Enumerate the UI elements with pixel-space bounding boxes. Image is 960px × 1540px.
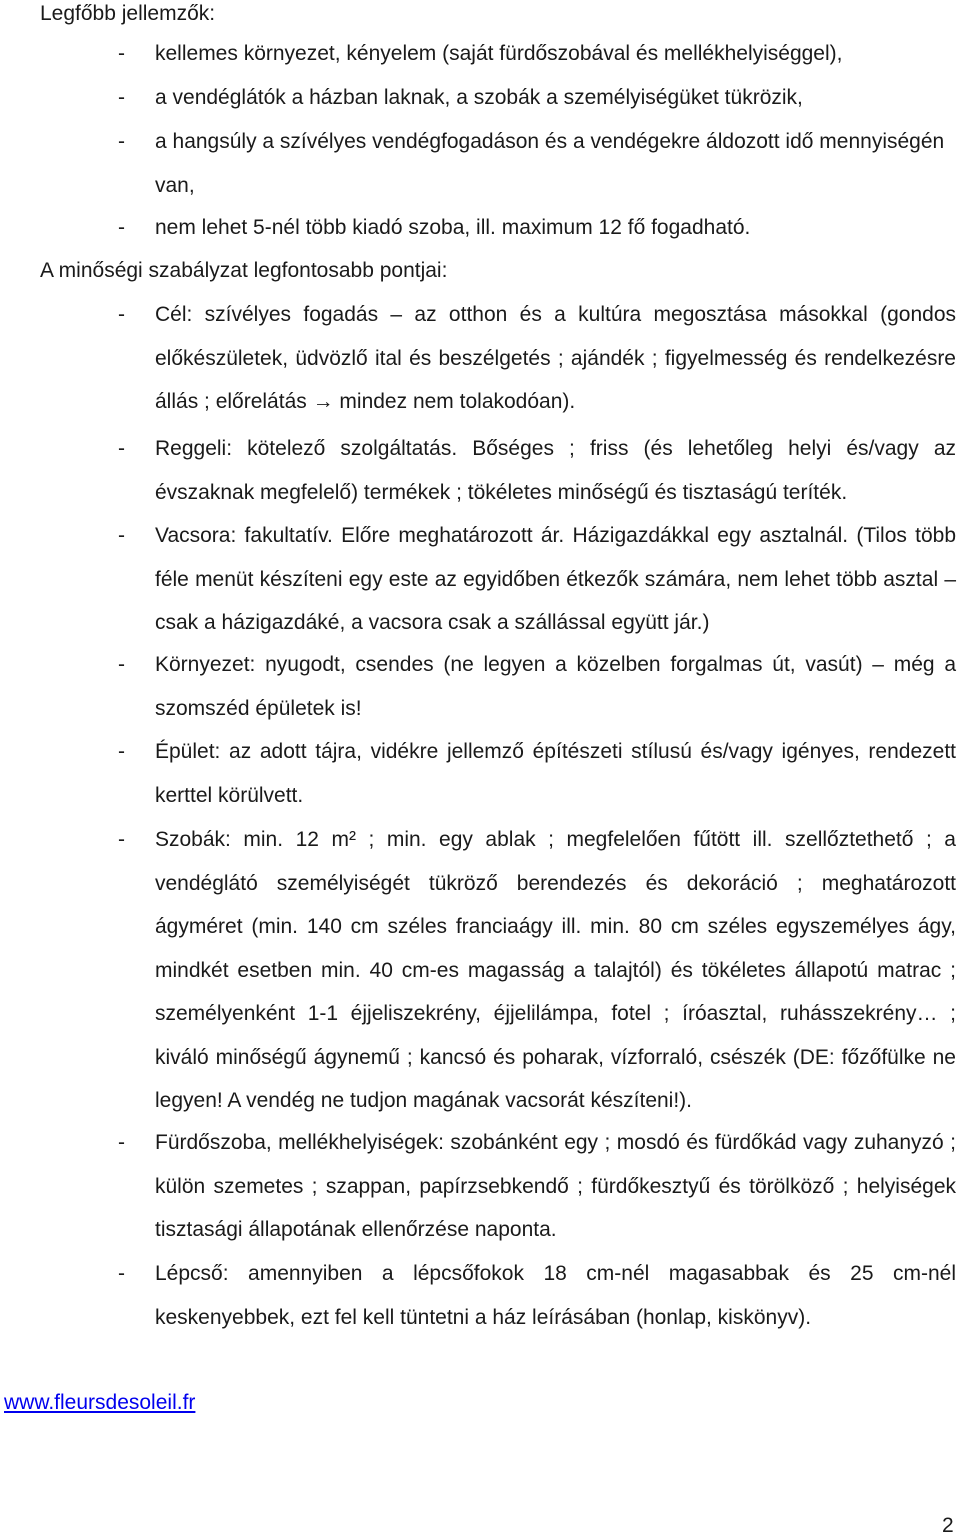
list-dash: - [118,653,125,676]
website-link[interactable]: www.fleursdesoleil.fr [4,1391,196,1414]
list-dash: - [118,303,125,326]
list-dash: - [118,740,125,763]
rule-item: Reggeli: kötelező szolgáltatás. Bőséges ; friss (és lehetőleg helyi és/vagy az évszaknak megfelelő) termékek ; tökéletes minőségű és tisztaságú teríték. [155,437,956,504]
rule-item: Lépcső: amennyiben a lépcsőfokok 18 cm-nél magasabbak és 25 cm-nél keskenyebbek, ezt fel kell tüntetni a ház leírásában (honlap, kiskönyv). [155,1262,956,1329]
features-heading: Legfőbb jellemzők: [40,2,216,25]
list-dash: - [118,216,125,239]
list-dash: - [118,42,125,65]
list-dash: - [118,437,125,460]
rule-item: Épület: az adott tájra, vidékre jellemző építészeti stílusú és/vagy igényes, rendezett kerttel körülvett. [155,740,956,807]
rule-item: Vacsora: fakultatív. Előre meghatározott ár. Házigazdákkal egy asztalnál. (Tilos több féle menüt készíteni egy este az egyidőben étkezők számára, nem lehet több asztal – csak a házigazdáké, a vacsora csak a szállással együtt jár.) [155,524,956,634]
rules-heading: A minőségi szabályzat legfontosabb pontjai: [40,259,448,282]
rule-item: Szobák: min. 12 m² ; min. egy ablak ; megfelelően fűtött ill. szellőztethető ; a vendéglátó személyiségét tükröző berendezés és dekoráció ; meghatározott ágyméret (min. 140 cm széles franciaágy ill. min. 80 cm széles egyszemélyes ágy, mindkét esetben min. 40 cm-es magasság a talajtól) és tökéletes állapotú matrac ; személyenként 1-1 éjjeliszekrény, éjjelilámpa, fotel ; íróasztal, ruhásszekrény… ; kiváló minőségű ágynemű ; kancsó és poharak, vízforraló, csészék (DE: főzőfülke ne legyen! A vendég ne tudjon magának vacsorát készíteni!). [155,828,956,1112]
list-dash: - [118,524,125,547]
list-dash: - [118,86,125,109]
feature-item: nem lehet 5-nél több kiadó szoba, ill. maximum 12 fő fogadható. [155,216,751,239]
rule-item: Környezet: nyugodt, csendes (ne legyen a közelben forgalmas út, vasút) – még a szomszéd épületek is! [155,653,956,720]
feature-item: a hangsúly a szívélyes vendégfogadáson és a vendégekre áldozott idő mennyiségén van, [155,130,945,197]
list-dash: - [118,130,125,153]
rule-item: Cél: szívélyes fogadás – az otthon és a kultúra megosztása másokkal (gondos előkészületek, üdvözlő ital és beszélgetés ; ajándék ; figyelmesség és rendelkezésre állás ; előrelátás → mindez nem tolakodóan). [155,303,956,413]
list-dash: - [118,828,125,851]
feature-item: kellemes környezet, kényelem (saját fürdőszobával és mellékhelyiséggel), [155,42,843,65]
page-number: 2 [942,1514,954,1537]
list-dash: - [118,1131,125,1154]
feature-item: a vendéglátók a házban laknak, a szobák a személyiségüket tükrözik, [155,86,803,109]
rule-item: Fürdőszoba, mellékhelyiségek: szobánként egy ; mosdó és fürdőkád vagy zuhanyzó ; külön szemetes ; szappan, papírzsebkendő ; fürdőkesztyű és törölköző ; helyiségek tisztasági állapotának ellenőrzése naponta. [155,1131,956,1241]
list-dash: - [118,1262,125,1285]
